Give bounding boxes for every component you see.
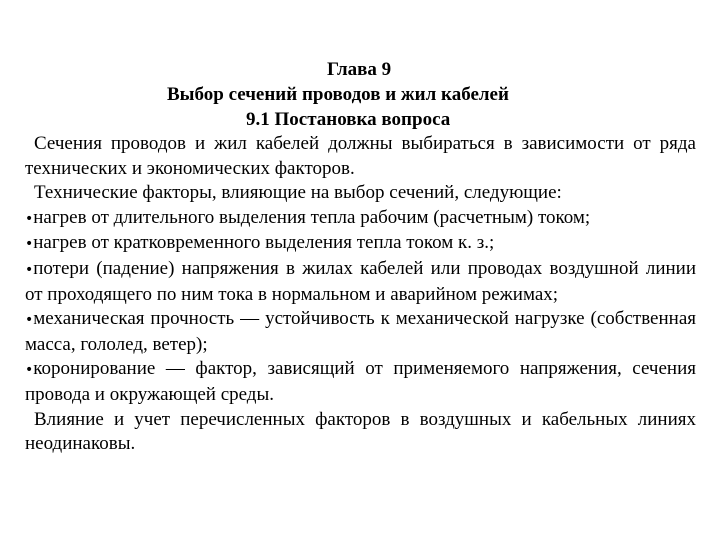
bullet-icon: • bbox=[25, 210, 34, 227]
bullet-icon: • bbox=[25, 236, 34, 253]
factors-intro-paragraph: Технические факторы, влияющие на выбор сечений, следующие: bbox=[34, 182, 562, 204]
chapter-title: Выбор сечений проводов и жил кабелей bbox=[167, 84, 509, 105]
bullet-item bbox=[25, 206, 696, 232]
conclusion-paragraph: Влияние и учет перечисленных факторов в воздушных и кабельных линиях неодинаковы. bbox=[25, 408, 696, 455]
section-heading: 9.1 Постановка вопроса bbox=[246, 109, 451, 130]
intro-paragraph: Сечения проводов и жил кабелей должны выбираться в зависимости от ряда технических и экономических факторов. bbox=[25, 133, 696, 179]
bullet-item bbox=[25, 357, 696, 407]
bullet-text: нагрев от длительного выделения тепла рабочим (расчетным) током; bbox=[33, 206, 591, 228]
bullet-icon: • bbox=[25, 362, 34, 379]
bullet-icon: • bbox=[25, 261, 34, 278]
bullet-text: механическая прочность — устойчивость к механической нагрузке (собственная масса, гололед, ветер); bbox=[25, 308, 696, 355]
bullet-text: коронирование — фактор, зависящий от применяемого напряжения, сечения провода и окружающей среды. bbox=[25, 358, 696, 405]
bullet-text: потери (падение) напряжения в жилах кабелей или проводах воздушной линии от проходящего по ним тока в нормальном и аварийном режимах; bbox=[25, 257, 696, 305]
chapter-heading: Глава 9 bbox=[327, 59, 392, 80]
bullet-item bbox=[25, 257, 696, 307]
bullet-item bbox=[25, 231, 696, 257]
bullet-icon: • bbox=[25, 312, 34, 329]
document-page bbox=[25, 57, 696, 457]
bullet-item bbox=[25, 307, 696, 357]
bullet-text: нагрев от кратковременного выделения тепла током к. з.; bbox=[33, 232, 495, 254]
